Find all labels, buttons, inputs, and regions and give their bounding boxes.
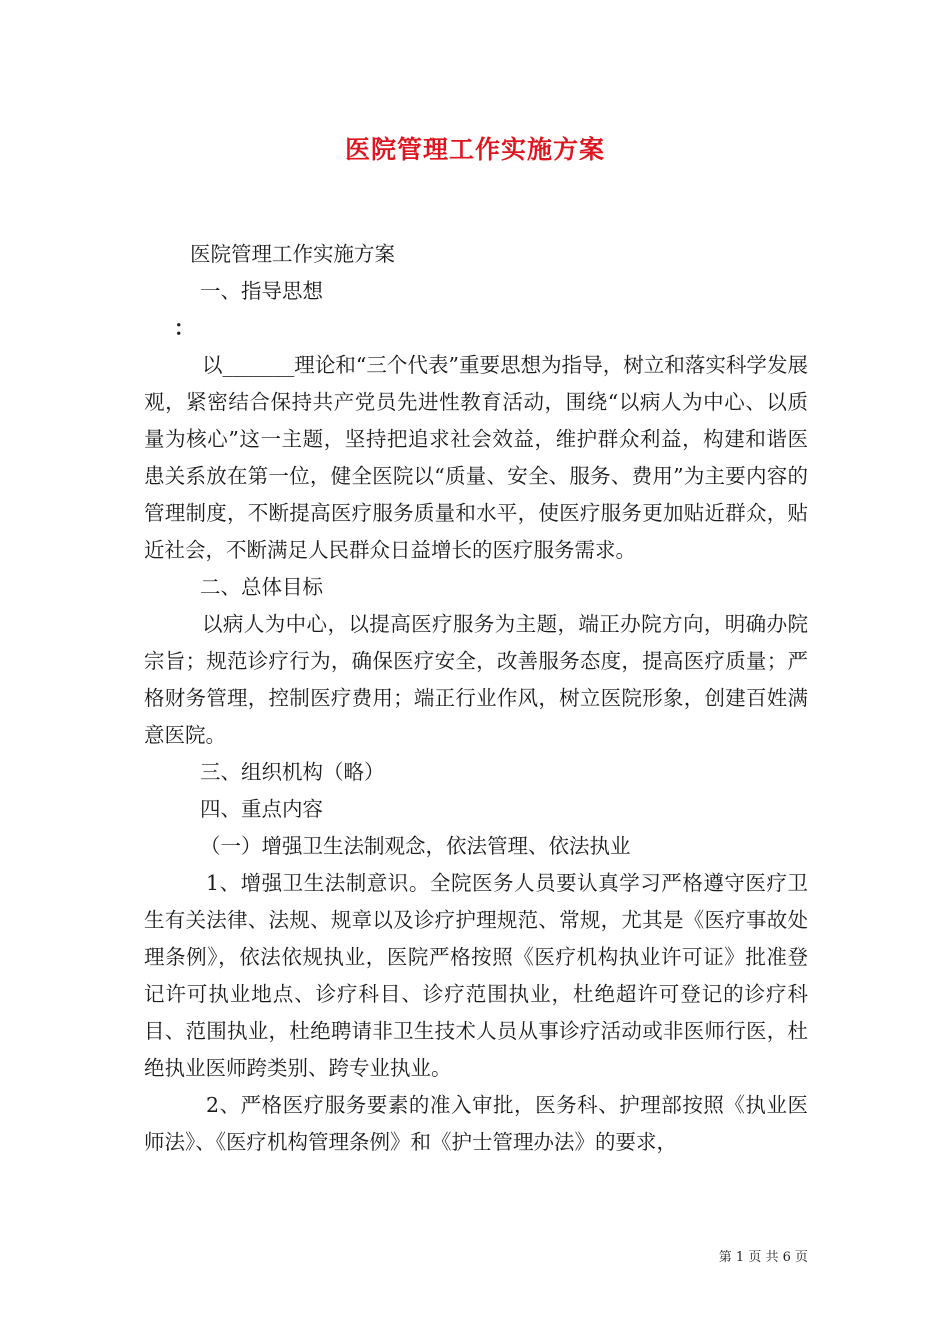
paragraph-item-2: 2、严格医疗服务要素的准入审批，医务科、护理部按照《执业医师法》、《医疗机构管理条例》和《护士管理办法》的要求， — [144, 1093, 808, 1154]
document-title: 医院管理工作实施方案 — [344, 135, 605, 164]
paragraph-guiding-ideology: 以_______理论和“三个代表”重要思想为指导，树立和落实科学发展观，紧密结合保持共产党员先进性教育活动，围绕“以病人为中心、以质量为核心”这一主题，坚持把追求社会效益，维护群众利益，构建和谐医患关系放在第一位，健全医院以“质量、安全、服务、费用”为主要内容的管理制度，不断提高医疗服务质量和水平，使医疗服务更加贴近群众，贴近社会，不断满足人民群众日益增长的医疗服务需求。 — [144, 353, 808, 562]
document-subtitle: 医院管理工作实施方案 — [190, 242, 395, 266]
subsection-heading-legal-management: （一）增强卫生法制观念，依法管理、依法执业 — [200, 834, 631, 858]
page-number: 第 1 页 共 6 页 — [718, 1250, 808, 1265]
section-heading-organization: 三、组织机构（略） — [200, 760, 385, 784]
section-heading-guiding-ideology: 一、指导思想 — [200, 279, 323, 303]
paragraph-overall-goal: 以病人为中心，以提高医疗服务为主题，端正办院方向，明确办院宗旨；规范诊疗行为，确保医疗安全，改善服务态度，提高医疗质量；严格财务管理，控制医疗费用；端正行业作风，树立医院形象，创建百姓满意医院。 — [144, 612, 808, 747]
document-body — [144, 236, 808, 1161]
section-colon: ： — [174, 316, 195, 340]
section-heading-overall-goal: 二、总体目标 — [200, 575, 323, 599]
paragraph-item-1: 1、增强卫生法制意识。全院医务人员要认真学习严格遵守医疗卫生有关法律、法规、规章以及诊疗护理规范、常规，尤其是《医疗事故处理条例》，依法依规执业，医院严格按照《医疗机构执业许可证》批准登记许可执业地点、诊疗科目、诊疗范围执业，杜绝超许可登记的诊疗科目、范围执业，杜绝聘请非卫生技术人员从事诊疗活动或非医师行医，杜绝执业医师跨类别、跨专业执业。 — [144, 871, 808, 1080]
section-heading-key-content: 四、重点内容 — [200, 797, 323, 821]
